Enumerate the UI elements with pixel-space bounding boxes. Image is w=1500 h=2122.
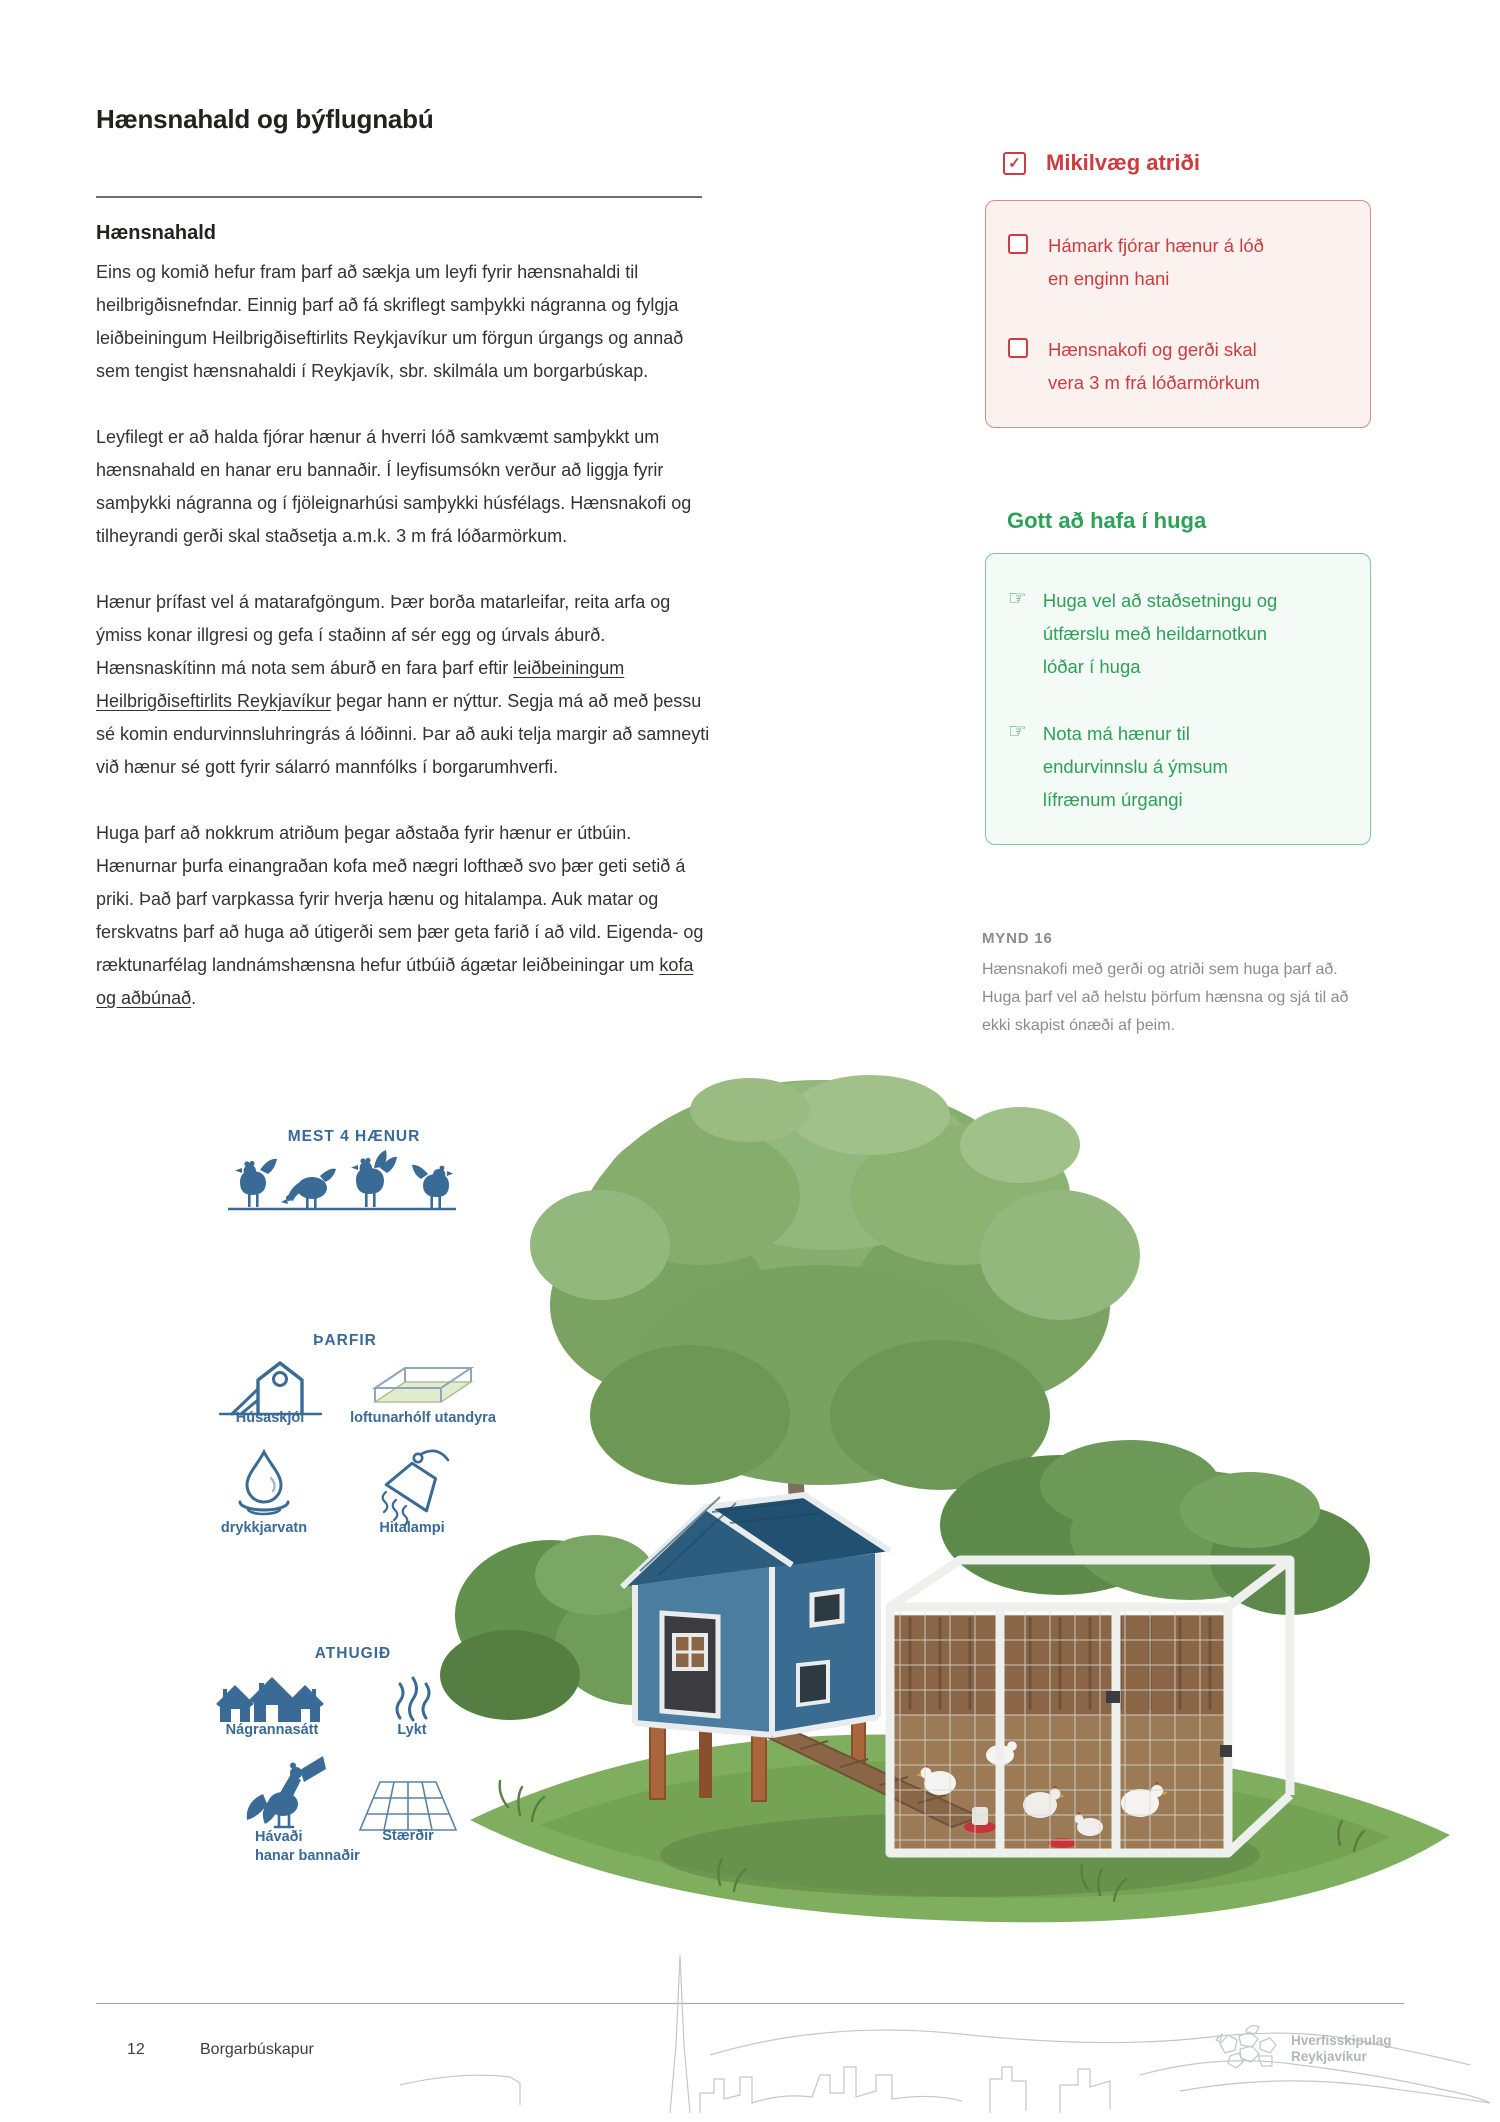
good-to-know-title: Gott að hafa í huga bbox=[1007, 508, 1207, 533]
paragraph-4-text-after: . bbox=[191, 988, 197, 1008]
important-points-header bbox=[1003, 150, 1200, 176]
logo-text-line2: Reykjavíkur bbox=[1291, 2049, 1367, 2064]
title-divider bbox=[96, 196, 702, 198]
needs-title: ÞARFIR bbox=[313, 1332, 377, 1349]
pointing-hand-icon: ☞ bbox=[1008, 587, 1027, 610]
paragraph-4-text: Huga þarf að nokkrum atriðum þegar aðstaða fyrir hænur er útbúin. Hænurnar þurfa einangraðan kofa með nægri lofthæð svo þær geti setið á priki. Það þarf varpkassa fyrir hverja hænu og hitalampa. Auk matar og ferskvatns þarf að huga að útigerði sem þær geta farið í að vild. Eigenda- og ræktunarfélag landnámshænsna hefur útbúið ágætar leiðbeiningar um bbox=[96, 823, 704, 975]
hverfisskipulag-logo-text bbox=[1291, 2033, 1392, 2065]
paragraph-3 bbox=[96, 586, 710, 784]
needs-item-label: drykkjarvatn bbox=[220, 1520, 308, 1536]
important-item bbox=[1008, 333, 1346, 399]
good-to-know-box bbox=[985, 553, 1371, 845]
pointing-hand-icon: ☞ bbox=[1008, 720, 1027, 743]
paragraph-4 bbox=[96, 817, 710, 1015]
footer-page-number: 12 bbox=[127, 2041, 145, 2058]
important-item-label: Hámark fjórar hænur á lóð en enginn hani bbox=[1048, 235, 1264, 289]
important-item-label: Hænsnakofi og gerði skal vera 3 m frá lóðarmörkum bbox=[1048, 339, 1260, 393]
neighbor-houses-icon bbox=[215, 1676, 325, 1724]
good-to-know-item-label: Nota má hænur til endurvinnslu á ýmsum lífrænum úrgangi bbox=[1042, 723, 1228, 810]
paragraph-2: Leyfilegt er að halda fjórar hænur á hverri lóð samkvæmt samþykkt um hænsnahald en hanar eru bannaðir. Í leyfisumsókn verður að liggja fyrir samþykki nágranna og í fjöleignarhúsi samþykki húsfélags. Hænsnakofi og tilheyrandi gerði skal staðsetja a.m.k. 3 m frá lóðarmörkum. bbox=[96, 427, 692, 546]
good-to-know-item bbox=[1008, 717, 1346, 816]
paragraph-3-text: Hænur þrífast vel á matarafgöngum. Þær borða matarleifar, reita arfa og ýmiss konar illgresi og gefa í staðinn af sér egg og úrvals áburð. Hænsnaskítinn má nota sem áburð en fara þarf eftir bbox=[96, 592, 671, 678]
notice-item-label: Stærðir bbox=[382, 1828, 434, 1844]
logo-text-line1: Hverfisskipulag bbox=[1291, 2033, 1392, 2048]
drinking-water-icon bbox=[228, 1448, 300, 1520]
body-text-column bbox=[96, 256, 710, 1048]
figure-caption: Hænsnakofi með gerði og atriði sem huga þarf að. Huga þarf vel að helstu þörfum hænsna og sjá til að ekki skapist ónæði af þeim. bbox=[982, 961, 1349, 1034]
checkbox-icon bbox=[1008, 234, 1028, 254]
important-points-box bbox=[985, 200, 1371, 428]
page-title: Hænsnahald og býflugnabú bbox=[96, 104, 434, 134]
checkbox-icon bbox=[1008, 338, 1028, 358]
coop-guidelines-link[interactable]: kofa og aðbúnað bbox=[96, 955, 694, 1008]
health-guidelines-link[interactable]: leiðbeiningum Heilbrigðiseftirlits Reykjavíkur bbox=[96, 658, 625, 711]
chicken-coop-photo bbox=[400, 1055, 1500, 1945]
checked-checkbox-icon: ✓ bbox=[1003, 152, 1026, 175]
good-to-know-item-label: Huga vel að staðsetningu og útfærslu með heildarnotkun lóðar í huga bbox=[1042, 590, 1278, 677]
notice-item-label: Nágrannasátt bbox=[225, 1722, 319, 1738]
paragraph-3-text-after: þegar hann er nýttur. Segja má að með þessu sé komin endurvinnsluhringrás á lóðinni. Þar að auki telja margir að samneyti við hænur sé gott fyrir sálarró mannfólks í borgarumhverfi. bbox=[96, 691, 710, 777]
section-heading: Hænsnahald bbox=[96, 222, 217, 244]
shelter-house-icon bbox=[218, 1356, 323, 1418]
needs-item-label: Hitalampi bbox=[379, 1520, 445, 1536]
max-hens-label: MEST 4 HÆNUR bbox=[287, 1128, 421, 1145]
important-item bbox=[1008, 229, 1346, 295]
needs-item-label: loftunarhólf utandyra bbox=[350, 1410, 496, 1426]
paragraph-1: Eins og komið hefur fram þarf að sækja um leyfi fyrir hænsnahaldi til heilbrigðisnefndar. Einnig þarf að fá skriflegt samþykki nágranna og fylgja leiðbeiningum Heilbrigðiseftirlits Reykjavíkur um förgun úrgangs og annað sem tengist hænsnahaldi í Reykjavík, sbr. skilmála um borgarbúskap. bbox=[96, 262, 684, 381]
reykjavik-skyline-drawing bbox=[380, 1925, 1490, 2115]
notice-item-label-line2: hanar bannaðir bbox=[255, 1848, 360, 1864]
important-points-title: Mikilvæg atriði bbox=[1046, 150, 1201, 175]
footer-chapter-label: Borgarbúskapur bbox=[200, 2041, 314, 2058]
notice-item-label-line1: Hávaði bbox=[255, 1829, 303, 1845]
notice-item-label: Lykt bbox=[397, 1722, 427, 1738]
good-to-know-item bbox=[1008, 584, 1346, 683]
noise-rooster-icon bbox=[243, 1752, 327, 1832]
needs-item-label: Húsaskjól bbox=[235, 1410, 305, 1426]
notice-item-label bbox=[255, 1828, 360, 1866]
notice-title: ATHUGIÐ bbox=[314, 1645, 392, 1662]
figure-label: MYND 16 bbox=[982, 930, 1053, 947]
hverfisskipulag-logo-icon bbox=[1212, 2022, 1284, 2076]
